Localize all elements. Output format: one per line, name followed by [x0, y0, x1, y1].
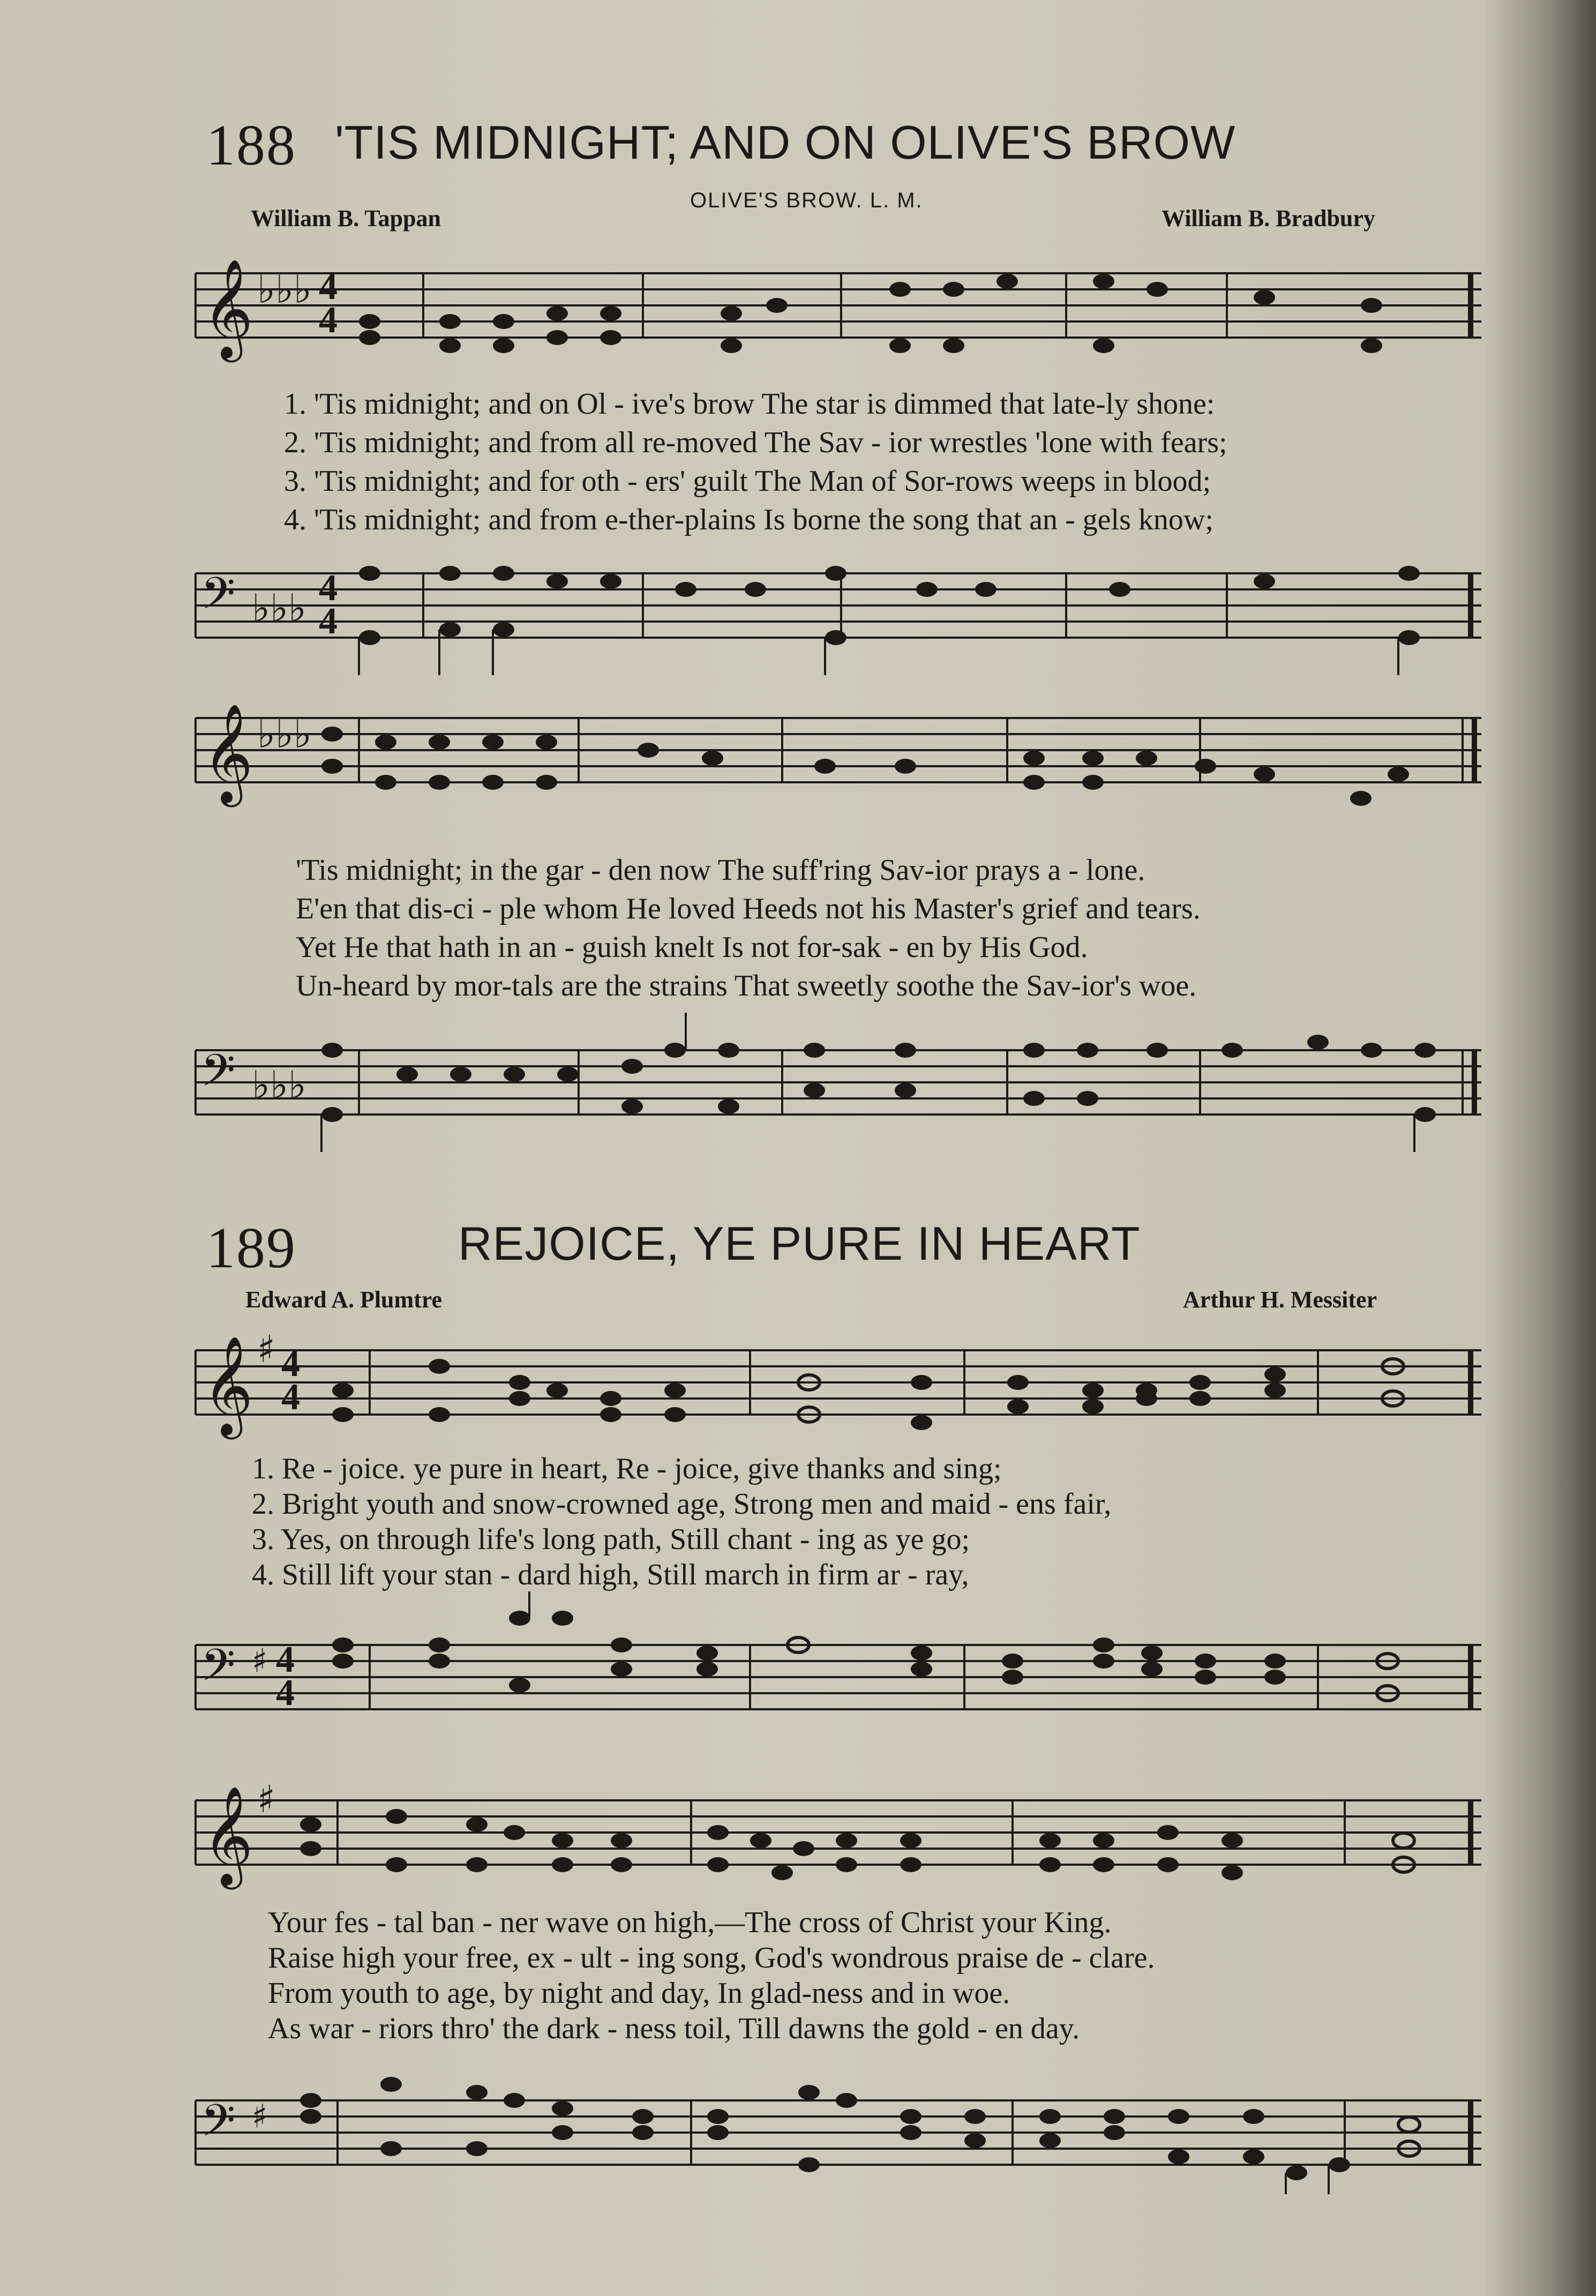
lyric-line: 3. 'Tis midnight; and for oth - ers' guilt The Man of Sor-rows weeps in blood; [284, 465, 1211, 498]
svg-text:4: 4 [319, 567, 338, 609]
lyric-line: 1. Re - joice. ye pure in heart, Re - joice, give thanks and sing; [252, 1452, 1002, 1485]
lyric-line: Yet He that hath in an - guish knelt Is not for-sak - en by His God. [296, 931, 1088, 964]
treble-staff [193, 252, 1484, 370]
svg-text:4: 4 [319, 266, 338, 308]
lyric-line: 1. 'Tis midnight; and on Ol - ive's brow The star is dimmed that late-ly shone: [284, 387, 1215, 421]
lyrics-verses-part2 [296, 851, 1201, 1005]
hymn-composer: Arthur H. Messiter [1183, 1287, 1377, 1313]
svg-text:4: 4 [281, 1377, 300, 1418]
lyric-line: Un-heard by mor-tals are the strains That sweetly soothe the Sav-ior's woe. [296, 969, 1197, 1003]
hymn-title: REJOICE, YE PURE IN HEART [458, 1217, 1141, 1270]
svg-text:♭♭♭: ♭♭♭ [257, 712, 312, 757]
svg-text:4: 4 [319, 300, 338, 341]
lyric-line: 4. Still lift your stan - dard high, Still march in firm ar - ray, [252, 1558, 969, 1591]
svg-text:♯: ♯ [252, 1642, 268, 1680]
svg-text:4: 4 [319, 601, 338, 642]
svg-text:𝄢: 𝄢 [201, 1044, 236, 1107]
treble-staff [193, 697, 1484, 820]
lyric-line: As war - riors thro' the dark - ness toil, Till dawns the gold - en day. [268, 2012, 1080, 2045]
lyric-line: 4. 'Tis midnight; and from e-ther-plains Is borne the song that an - gels know; [284, 503, 1213, 536]
hymn-number: 188 [206, 114, 296, 177]
tune-name: OLIVE'S BROW. L. M. [690, 189, 923, 212]
svg-text:♭♭♭: ♭♭♭ [252, 586, 306, 631]
lyric-line: From youth to age, by night and day, In glad-ness and in woe. [268, 1977, 1010, 2010]
lyrics-verses-part1 [284, 385, 1227, 539]
lyric-line: Your fes - tal ban - ner wave on high,—The cross of Christ your King. [268, 1906, 1112, 1939]
lyric-line: Raise high your free, ex - ult - ing song, God's wondrous praise de - clare. [268, 1941, 1155, 1975]
svg-text:𝄞: 𝄞 [203, 702, 253, 803]
bass-staff [193, 2047, 1484, 2197]
bass-staff [193, 1591, 1484, 1731]
svg-text:♯: ♯ [252, 2098, 268, 2135]
lyric-line: 3. Yes, on through life's long path, Still chant - ing as ye go; [252, 1523, 970, 1556]
bass-staff [193, 997, 1484, 1157]
treble-staff [193, 1323, 1484, 1447]
lyric-line: 2. Bright youth and snow-crowned age, Strong men and maid - ens fair, [252, 1487, 1112, 1521]
svg-text:♭♭♭: ♭♭♭ [252, 1063, 306, 1108]
svg-text:4: 4 [276, 1672, 295, 1714]
svg-text:𝄢: 𝄢 [201, 2095, 236, 2157]
hymn-author: William B. Tappan [251, 205, 441, 231]
svg-text:♯: ♯ [257, 1327, 275, 1371]
lyric-line: 'Tis midnight; in the gar - den now The suff'ring Sav-ior prays a - lone. [296, 854, 1145, 887]
svg-text:4: 4 [276, 1639, 295, 1680]
hymn-composer: William B. Bradbury [1162, 205, 1375, 231]
lyrics-verses-part2 [268, 1905, 1155, 2046]
svg-text:𝄞: 𝄞 [203, 258, 253, 358]
lyric-line: E'en that dis-ci - ple whom He loved Heeds not his Master's grief and tears. [296, 892, 1201, 925]
svg-text:𝄢: 𝄢 [201, 567, 236, 630]
svg-text:♭♭♭: ♭♭♭ [257, 267, 312, 312]
svg-text:𝄞: 𝄞 [203, 1335, 253, 1435]
svg-text:♯: ♯ [257, 1777, 275, 1821]
svg-text:4: 4 [281, 1343, 300, 1385]
hymn-author: Edward A. Plumtre [245, 1287, 443, 1313]
bass-staff [193, 541, 1484, 686]
lyric-line: 2. 'Tis midnight; and from all re-moved The Sav - ior wrestles 'lone with fears; [284, 426, 1227, 459]
lyrics-verses-part1 [252, 1451, 1111, 1592]
treble-staff [193, 1763, 1484, 1891]
svg-text:𝄢: 𝄢 [201, 1639, 236, 1702]
hymn-number: 189 [206, 1216, 296, 1280]
hymn-title: 'TIS MIDNIGHT; AND ON OLIVE'S BROW [335, 116, 1236, 169]
svg-text:𝄞: 𝄞 [203, 1785, 253, 1885]
